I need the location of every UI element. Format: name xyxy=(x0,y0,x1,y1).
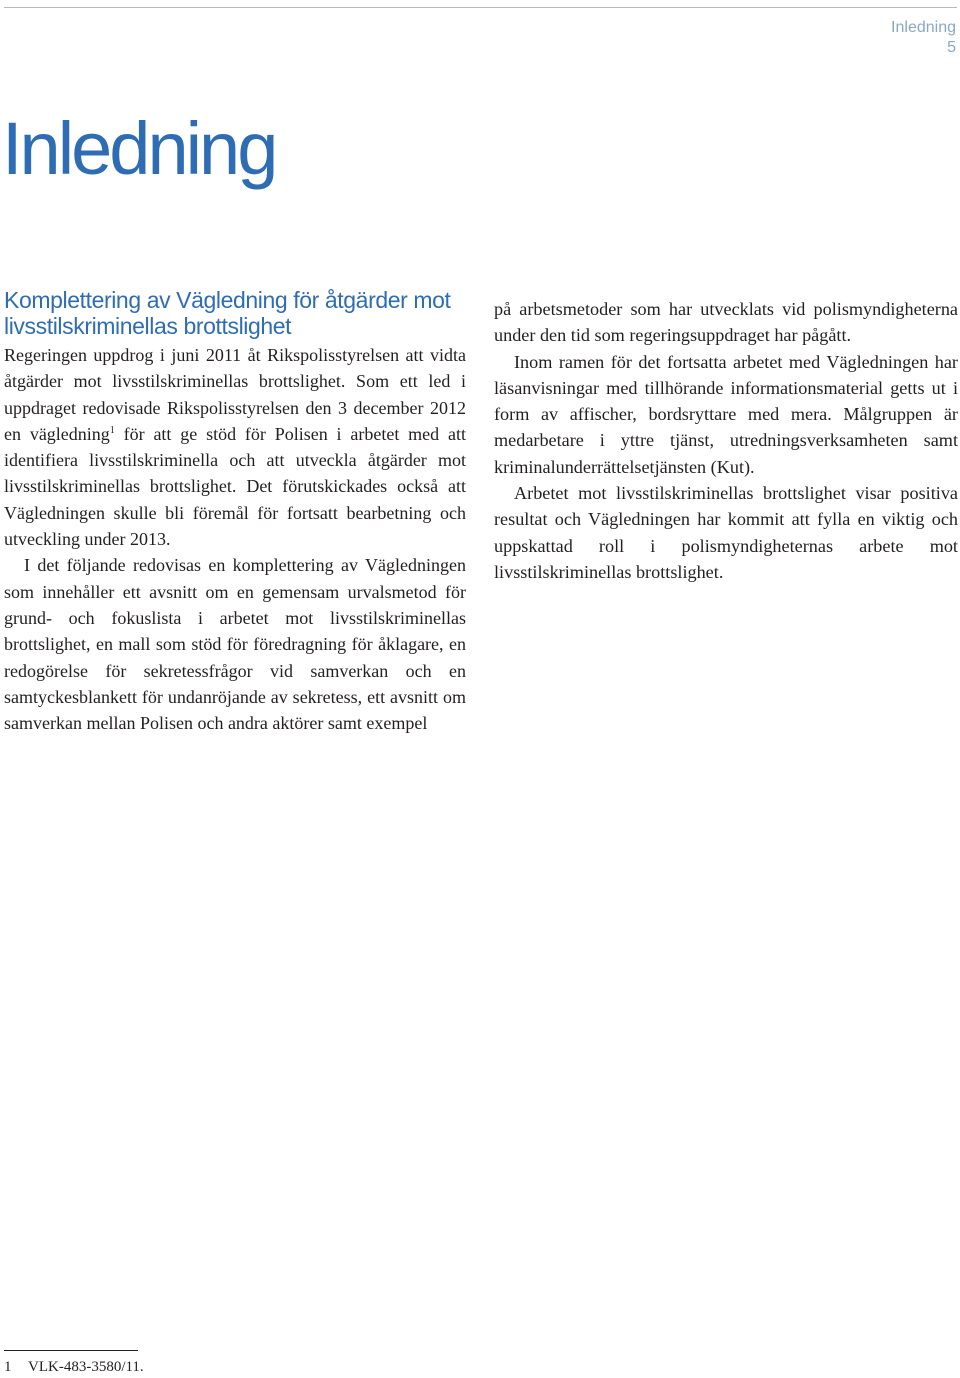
header-rule xyxy=(4,7,957,8)
body-paragraph-5: Arbetet mot livsstilskriminellas brottslighet visar positiva resultat och Vägledningen har kommit att fylla en viktig och uppskattad roll i polismyndigheternas arbete mot livsstilskriminellas brottslighet. xyxy=(494,483,958,582)
section-heading: Komplettering av Vägledning för åtgärder mot livsstilskriminellas brottslighet xyxy=(4,287,451,339)
footnote-number: 1 xyxy=(4,1359,12,1375)
body-paragraph-2: I det följande redovisas en komplettering av Vägledningen som innehåller ett avsnitt om en gemensam urvalsmetod för grund- och fokuslista i arbetet mot livsstilskriminellas brottslighet, en mall som stöd för föredragning för åklagare, en redogörelse för sekretessfrågor vid samverkan och en samtyckesblankett för undanröjande av sekretess, ett avsnitt om samverkan mellan Polisen och andra aktörer samt exempel xyxy=(4,555,466,734)
footnote-text: VLK-483-3580/11. xyxy=(28,1359,144,1375)
paragraph-text-continued: för att ge stöd för Polisen i arbetet med att identifiera livsstilskriminella och att utveckla åtgärder mot livsstilskriminellas brottslighet. Det förutskickades också att Vägledningen skulle bli föremål för fortsatt bearbetning och utveckling under 2013. xyxy=(4,423,466,550)
running-head xyxy=(891,18,956,58)
footnote xyxy=(4,1358,144,1376)
running-head-section: Inledning xyxy=(891,19,956,36)
right-column xyxy=(494,296,958,585)
body-paragraph-3: på arbetsmetoder som har utvecklats vid polismyndigheterna under den tid som regeringsuppdraget har pågått. xyxy=(494,299,958,346)
body-paragraph-4: Inom ramen för det fortsatta arbetet med Vägledningen har läsanvisningar med tillhörande informationsmaterial getts ut i form av affischer, bordsryttare med mera. Målgruppen är medarbetare i yttre tjänst, utredningsverksamheten samt kriminalunderrättelsetjänsten (Kut). xyxy=(494,351,958,477)
paragraph-text: Regeringen uppdrog i juni 2011 åt Rikspolisstyrelsen att vidta åtgärder mot livsstilskriminellas brottslighet. Som ett led i uppdraget redovisade Rikspolisstyrelsen den 3 december 2012 en vägledning xyxy=(4,345,466,444)
page-title: Inledning xyxy=(2,107,276,190)
left-column xyxy=(4,287,466,736)
footnote-rule xyxy=(4,1350,138,1351)
body-paragraph-1 xyxy=(4,342,466,552)
footnote-reference[interactable]: 1 xyxy=(109,424,115,436)
page-number: 5 xyxy=(947,39,956,56)
